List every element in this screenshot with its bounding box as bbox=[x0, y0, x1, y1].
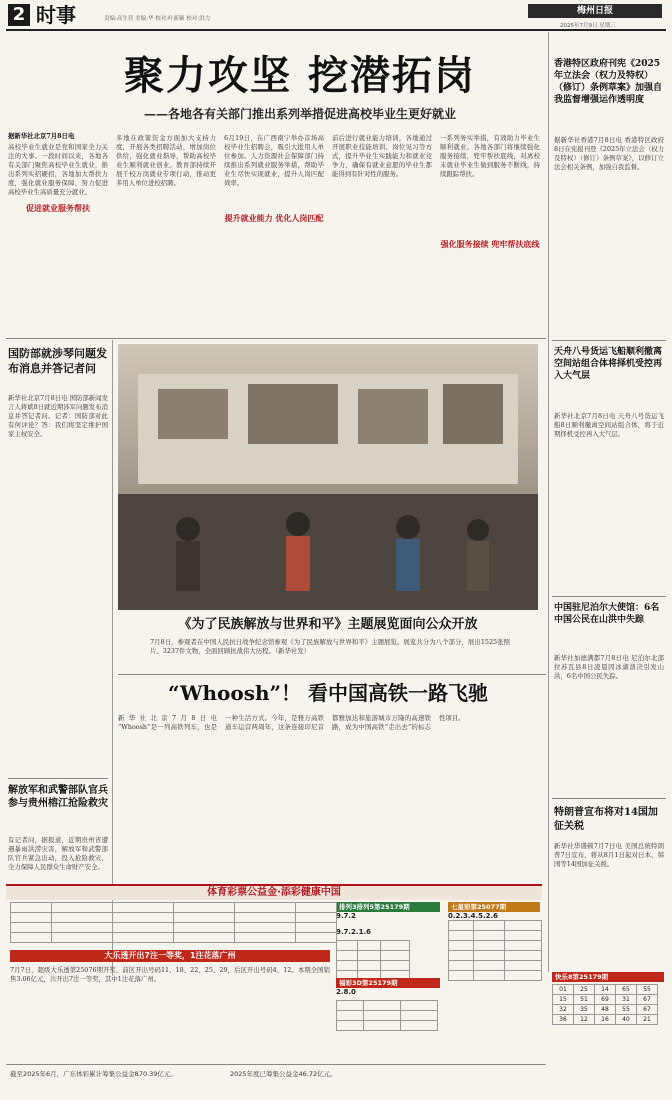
left-story-2-text: 有记者问，据报道，近期贵州省遭遇暴雨洪涝灾害，解放军和武警部队官兵紧急出动，投入抢险救灾，全力保障人民群众生命财产安全。 bbox=[8, 836, 108, 871]
lead-col5: 一系列务实举措，有效助力毕业生顺利就业。各地各部门将继续强化服务接续，兜牢帮扶底线，对离校未就业毕业生做到服务不断线，持续跟踪帮扶。 bbox=[440, 134, 540, 178]
fc3d-table bbox=[336, 1000, 438, 1031]
lead-col1: 高校毕业生就业是党和国家全力关注的大事。一段时间以来，各地各有关部门聚焦高校毕业生就业，推出系列实招硬招，各地加大帮扶力度，强化就业服务保障，努力促进高校毕业生高质量充分就业。 bbox=[8, 143, 108, 196]
kl8-number: 14 bbox=[595, 985, 616, 995]
left-story-1-headline: 国防部就涉琴问题发布消息并答记者问 bbox=[8, 347, 107, 375]
lottery-results-table bbox=[10, 902, 337, 943]
left-col-rule bbox=[112, 340, 113, 976]
right-story-3-text: 新华社加德满都7月8日电 尼泊尔北部拉苏瓦县8日凌晨因冰湖溃决引发山洪，6名中国公民失踪。 bbox=[554, 654, 664, 680]
paper-name: 梅州日报 bbox=[576, 6, 613, 16]
lead-subhead-1: 促进就业服务帮扶 bbox=[26, 204, 90, 213]
rail-headline: “Whoosh”！ 看中国高铁一路飞驰 bbox=[167, 681, 488, 705]
kl8-number: 67 bbox=[637, 1005, 658, 1015]
kl8-number: 40 bbox=[616, 1015, 637, 1025]
right-story-2-text: 新华社北京7月8日电 天舟八号货运飞船8日顺利撤离空间站组合体，将于近期择机受控再入大气层。 bbox=[554, 412, 664, 438]
kl8-number-grid bbox=[552, 984, 658, 1025]
rail-top-rule bbox=[118, 674, 546, 675]
kl8-number: 15 bbox=[553, 995, 574, 1005]
left-divider bbox=[8, 778, 108, 779]
kl8-number: 12 bbox=[574, 1015, 595, 1025]
lottery-banner bbox=[6, 884, 542, 900]
lead-col4: 前后进行就业能力培训，各地通过开展职业技能培训、岗位见习等方式，提升毕业生实践能力和就业竞争力，确保有就业意愿的毕业生都能得到有针对性的服务。 bbox=[332, 134, 432, 178]
section-title: 时事 bbox=[36, 3, 76, 27]
kl8-box bbox=[552, 972, 664, 1025]
draw2-numbers: 0.2.3.4.5.2.6 bbox=[448, 912, 499, 920]
fc3d-numbers: 2.8.0 bbox=[336, 988, 356, 996]
kl8-number: 35 bbox=[574, 1005, 595, 1015]
draw1-table bbox=[336, 940, 410, 981]
exhibition-photo-drawing bbox=[118, 344, 538, 610]
right-story-4-text: 新华社华盛顿7月7日电 美国总统特朗普7日宣布，将从8月1日起对日本、韩国等14国加征关税。 bbox=[554, 842, 664, 868]
draw1-p3: 9.7.2 bbox=[336, 912, 356, 920]
masthead-rule bbox=[6, 29, 666, 31]
lead-subheadline: ——各地各有关部门推出系列举措促进高校毕业生更好就业 bbox=[143, 107, 456, 121]
right-story-4-headline: 特朗普宣布将对14国加征关税 bbox=[554, 807, 658, 832]
left-story-2-headline: 解放军和武警部队官兵参与贵州榕江抢险救灾 bbox=[8, 785, 108, 809]
kl8-number: 32 bbox=[553, 1005, 574, 1015]
right-divider-1 bbox=[552, 340, 666, 341]
right-story-1-headline: 香港特区政府刊宪《2025年立法会（权力及特权）（修订）条例草案》加强自我监督增强运作透明度 bbox=[554, 59, 663, 105]
fc3d-box bbox=[336, 978, 440, 997]
draw2-box bbox=[448, 902, 540, 921]
right-divider-2 bbox=[552, 596, 666, 597]
rail-col1: 新华社北京7月8日电 “Whoosh”是一列高铁列车，也是一种生活方式。今年，是雅万高铁通车运营两周年，这条连接印尼首都雅加达和旅游城市万隆的高速铁路，成为中国高铁“走出去”的标志性项目。 bbox=[118, 714, 465, 731]
dlt-text: 7月7日，超级大乐透第25076期开奖，前区开出号码11、18、22、25、29，后区开出号码4、12。本期全国销售3.06亿元，共开出7注一等奖，其中1注花落广州。 bbox=[10, 966, 330, 983]
lottery-footer-rule bbox=[6, 1064, 546, 1065]
lead-col3: 6月19日，在广西南宁举办首场高校毕业生招聘会，吸引大批用人单位参加。人力资源社会保障部门持续推出系列就业服务举措，帮助毕业生尽快实现就业，提升人岗匹配效率。 bbox=[224, 134, 324, 187]
draw1-title: 排列3排列5第25179期 bbox=[336, 902, 440, 912]
kl8-number: 21 bbox=[637, 1015, 658, 1025]
kl8-number: 69 bbox=[595, 995, 616, 1005]
photo-caption-text: 7月8日，参观者在中国人民抗日战争纪念馆参观《为了民族解放与世界和平》主题展览。展览共分为八个部分，展出1525张照片、3237件文物，全面回顾抗战伟大历程。（新华社发） bbox=[150, 638, 510, 655]
fc3d-title: 福彩3D第25179期 bbox=[336, 978, 440, 988]
paper-logo bbox=[528, 4, 662, 18]
lottery-footer-2: 2025年度已筹集公益金46.72亿元。 bbox=[230, 1070, 337, 1078]
exhibition-photo bbox=[118, 344, 538, 610]
page-number-box bbox=[8, 4, 30, 26]
draw1-p5: 9.7.2.1.6 bbox=[336, 928, 371, 936]
photo-caption-title: 《为了民族解放与世界和平》主题展览面向公众开放 bbox=[178, 617, 478, 632]
lead-col2: 多地在政策资金方面加大支持力度，开展各类招聘活动，增加岗位供给，强化就业指导，帮助高校毕业生顺利就业创业。教育部持续开展千校万岗就业专项行动，推动更多用人单位进校招聘。 bbox=[116, 134, 216, 187]
dlt-headline: 大乐透开出7注一等奖，1注花落广州 bbox=[10, 950, 330, 962]
lottery-footer-1: 截至2025年6月，广东体彩累计筹集公益金870.39亿元。 bbox=[10, 1070, 177, 1078]
kl8-number: 55 bbox=[616, 1005, 637, 1015]
lead-headline: 聚力攻坚 挖潜拓岗 bbox=[124, 52, 476, 99]
kl8-number: 51 bbox=[574, 995, 595, 1005]
right-col-rule bbox=[548, 32, 549, 972]
kl8-number: 55 bbox=[637, 985, 658, 995]
right-divider-3 bbox=[552, 798, 666, 799]
kl8-number: 16 bbox=[595, 1015, 616, 1025]
lead-byline bbox=[8, 132, 108, 142]
issue-date: 2025年7月9日 星期三 bbox=[560, 23, 616, 29]
right-story-2-headline: 天舟八号货运飞船顺利撤离空间站组合体将择机受控再入大气层 bbox=[554, 347, 663, 381]
lead-byline-text: 据新华社北京7月8日电 bbox=[8, 132, 75, 140]
editor-credits: 责编:高生营 美编:华 校对:叶新颖 校对:洪力 bbox=[104, 16, 211, 22]
right-story-1-text: 据新华社香港7月8日电 香港特区政府8日在宪报刊登《2025年立法会（权力及特权）（修订）条例草案》，以修订立法会相关条例，加强自我监督。 bbox=[554, 136, 664, 171]
kl8-number: 65 bbox=[616, 985, 637, 995]
kl8-number: 25 bbox=[574, 985, 595, 995]
kl8-number: 31 bbox=[616, 995, 637, 1005]
lottery-banner-text: 体育彩票公益金·添彩健康中国 bbox=[207, 887, 341, 898]
lead-subhead-2: 提升就业能力 优化人岗匹配 bbox=[224, 214, 324, 223]
draw1-box bbox=[336, 902, 440, 926]
draw2-table bbox=[448, 920, 542, 981]
kl8-number: 48 bbox=[595, 1005, 616, 1015]
kl8-number: 36 bbox=[553, 1015, 574, 1025]
page-number: 2 bbox=[12, 4, 26, 25]
draw2-title: 七星彩第25077期 bbox=[448, 902, 540, 912]
right-story-3-headline: 中国驻尼泊尔大使馆：6名中国公民在山洪中失踪 bbox=[554, 603, 660, 625]
kl8-title: 快乐8第25179期 bbox=[552, 972, 664, 982]
left-story-1-text: 新华社北京7月8日电 国防部新闻发言人蒋斌8日就近期涉军问题发布消息并答记者问。记者：国防部对此有何评论？答：我们将坚定维护国家主权安全。 bbox=[8, 394, 108, 438]
lead-bottom-rule bbox=[6, 338, 546, 339]
lead-subhead-3: 强化服务接续 兜牢帮扶底线 bbox=[440, 240, 540, 249]
kl8-number: 01 bbox=[553, 985, 574, 995]
kl8-number: 67 bbox=[637, 995, 658, 1005]
